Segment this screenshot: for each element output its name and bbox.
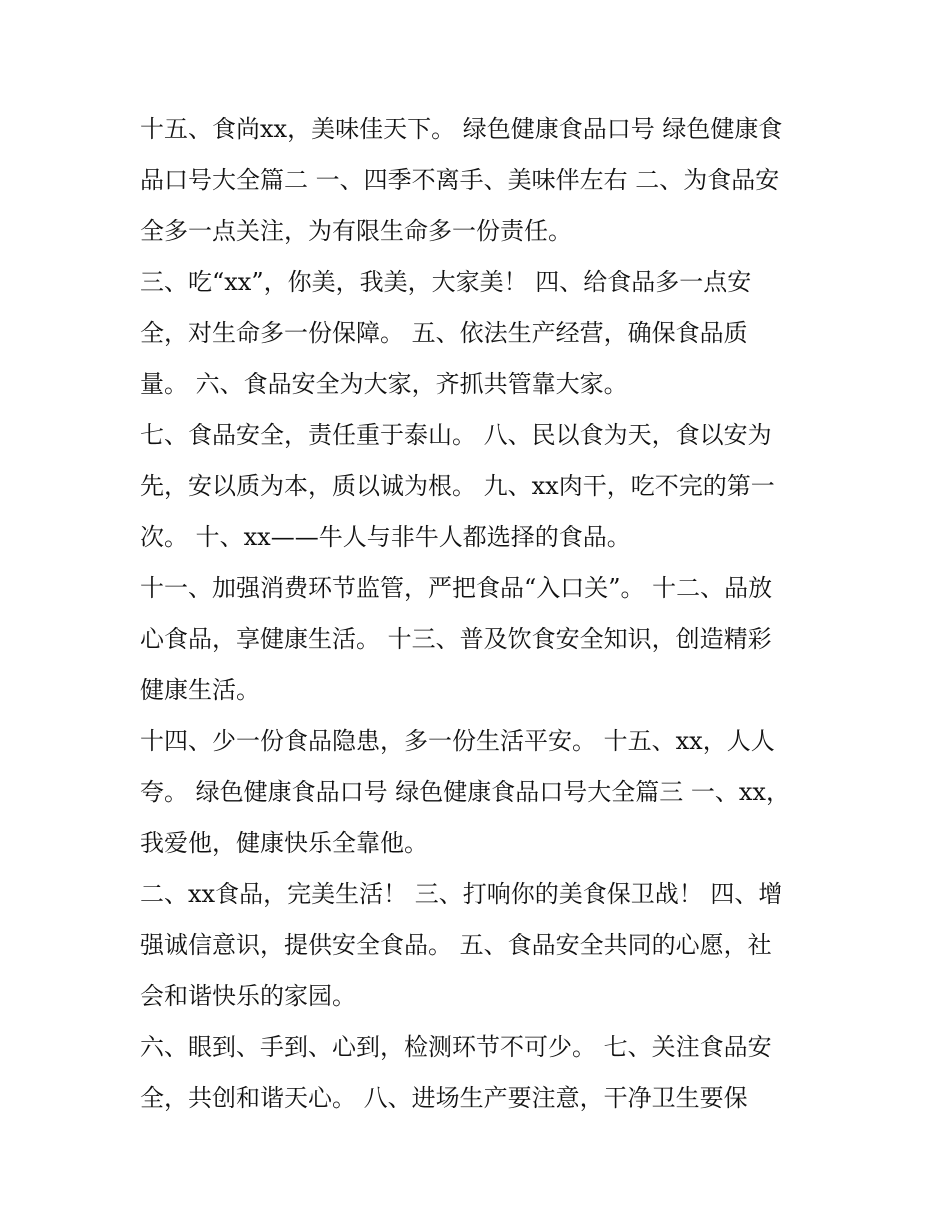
paragraph-7: [140, 1022, 805, 1124]
text-line: 二、xx食品，完美生活！ 三、打响你的美食保卫战！ 四、增: [140, 880, 783, 908]
text-line: 七、食品安全，责任重于泰山。 八、民以食为天，食以安为: [140, 421, 772, 449]
text-line: 夸。 绿色健康食品口号 绿色健康食品口号大全篇三 一、xx，: [140, 778, 790, 806]
paragraph-5: [140, 716, 805, 869]
paragraph-3: [140, 410, 805, 563]
text-line: 心食品，享健康生活。 十三、普及饮食安全知识，创造精彩: [140, 625, 772, 653]
paragraph-4: [140, 563, 805, 716]
text-line: 六、眼到、手到、心到，检测环节不可少。 七、关注食品安: [140, 1033, 772, 1061]
text-line: 全，对生命多一份保障。 五、依法生产经营，确保食品质: [140, 319, 748, 347]
text-line: 会和谐快乐的家园。: [140, 982, 356, 1010]
text-line: 三、吃“xx”，你美，我美，大家美！ 四、给食品多一点安: [140, 268, 752, 296]
text-line: 强诚信意识，提供安全食品。 五、食品安全共同的心愿，社: [140, 931, 772, 959]
text-line: 十五、食尚xx，美味佳天下。 绿色健康食品口号 绿色健康食: [140, 115, 783, 143]
text-line: 量。 六、食品安全为大家，齐抓共管靠大家。: [140, 370, 628, 398]
paragraph-2: [140, 257, 805, 410]
text-line: 我爱他，健康快乐全靠他。: [140, 829, 428, 857]
text-line: 十四、少一份食品隐患，多一份生活平安。 十五、xx，人人: [140, 727, 775, 755]
text-line: 十一、加强消费环节监管，严把食品“入口关”。 十二、品放: [140, 574, 773, 602]
paragraph-1: [140, 104, 805, 257]
document-page: [140, 104, 805, 1124]
paragraph-6: [140, 869, 805, 1022]
text-line: 健康生活。: [140, 676, 260, 704]
text-line: 品口号大全篇二 一、四季不离手、美味伴左右 二、为食品安: [140, 166, 780, 194]
text-line: 先，安以质为本，质以诚为根。 九、xx肉干，吃不完的第一: [140, 472, 775, 500]
text-line: 次。 十、xx——牛人与非牛人都选择的食品。: [140, 523, 631, 551]
text-line: 全多一点关注，为有限生命多一份责任。: [140, 217, 572, 245]
text-line: 全，共创和谐天心。 八、进场生产要注意，干净卫生要保: [140, 1084, 748, 1112]
